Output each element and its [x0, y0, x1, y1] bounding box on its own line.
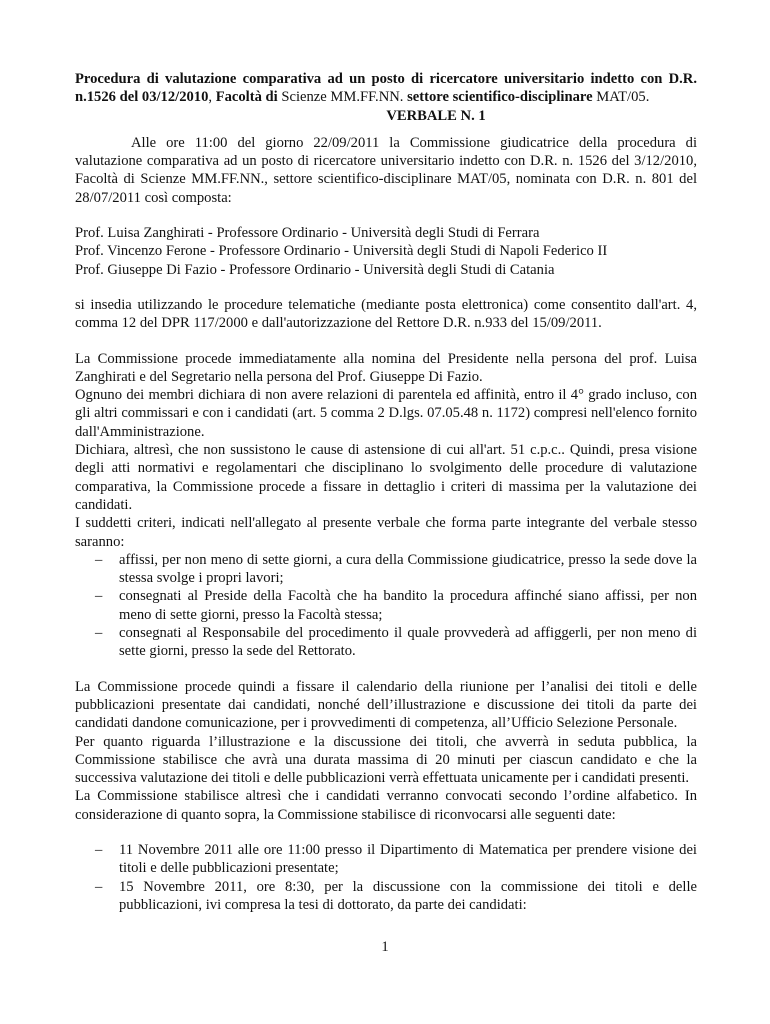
member-line: Prof. Vincenzo Ferone - Professore Ordinario - Università degli Studi di Napoli Federico II [75, 243, 608, 260]
list-item-text: consegnati al Responsabile del procedimento il quale provvederà ad affiggerli, per non meno di sette giorni, presso la sede del Rettorato. [119, 625, 697, 660]
ognuno-paragraph: Ognuno dei membri dichiara di non avere relazioni di parentela ed affinità, entro il 4° grado incluso, con gli altri commissari e con i candidati (art. 5 comma 2 D.lgs. 07.05.48 n. 1172) compresi nell'elenco fornito dall'Amministrazione. [75, 387, 697, 440]
criteri-paragraph: I suddetti criteri, indicati nell'allegato al presente verbale che forma parte integrante del verbale stesso saranno: [75, 515, 697, 550]
dash-bullet: – [95, 841, 103, 858]
spacer [75, 661, 697, 678]
list-item-text: affissi, per non meno di sette giorni, a cura della Commissione giudicatrice, presso la sede dove la stessa svolge i propri lavori; [119, 551, 697, 587]
title-bold-part-2: Facoltà di [215, 89, 278, 106]
list-item-text: consegnati al Preside della Facoltà che ha bandito la procedura affinché siano affissi, per non meno di sette giorni, presso la Facoltà stessa; [119, 588, 697, 623]
spacer [75, 333, 697, 350]
list-item [75, 551, 697, 588]
dash-bullet: – [95, 588, 103, 605]
ordine-paragraph: La Commissione stabilisce altresì che i candidati verranno convocati secondo l’ordine alfabetico. In considerazione di quanto sopra, la Commissione stabilisce di riconvocarsi alle seguenti date: [75, 788, 697, 823]
spacer [75, 125, 697, 134]
title-plain-part-2: MAT/05. [592, 89, 650, 106]
spacer [75, 824, 697, 841]
criteri-list [75, 551, 697, 661]
dash-bullet: – [95, 551, 103, 568]
nomina-paragraph: La Commissione procede immediatamente alla nomina del Presidente nella persona del prof. Luisa Zanghirati e del Segretario nella persona del Prof. Giuseppe Di Fazio. [75, 350, 697, 385]
page-number: 1 [381, 939, 389, 955]
illustrazione-paragraph: Per quanto riguarda l’illustrazione e la discussione dei titoli, che avverrà in seduta pubblica, la Commissione stabilisce che avrà una durata massima di 20 minuti per ciascun candidato e che la successiva valutazione dei titoli e delle pubblicazioni verrà effettuata unicamente per i candidati presenti. [75, 733, 697, 787]
spacer [75, 279, 697, 296]
member-line: Prof. Luisa Zanghirati - Professore Ordinario - Università degli Studi di Ferrara [75, 225, 540, 242]
list-item [75, 624, 697, 661]
list-item [75, 841, 697, 878]
document-content [75, 70, 697, 914]
title-plain-part-1: Scienze MM.FF.NN. [277, 89, 408, 106]
list-item-text: 11 Novembre 2011 alle ore 11:00 presso il Dipartimento di Matematica per prendere visione dei titoli e delle pubblicazioni presentate; [119, 841, 697, 877]
insedia-paragraph: si insedia utilizzando le procedure telematiche (mediante posta elettronica) come consentito dall'art. 4, comma 12 del DPR 117/2000 e dall'autorizzazione del Rettore D.R. n.933 del 15/09/2011. [75, 296, 697, 332]
dates-list [75, 841, 697, 914]
document-title [75, 70, 697, 107]
dichiara-paragraph: Dichiara, altresì, che non sussistono le cause di astensione di cui all'art. 51 c.p.c.. Quindi, presa visione degli atti normativi e regolamentari che disciplinano lo svolgimento delle procedure di valutazione comparativa, la Commissione procede a fissare in dettaglio i criteri di massima per la valutazione dei candidati. [75, 442, 697, 513]
dash-bullet: – [95, 878, 103, 895]
spacer [75, 207, 697, 224]
title-bold-part-1: Procedura di valutazione comparativa ad un posto di ricercatore universitario indetto con D.R. n.1526 del 03/12/2010 [75, 71, 697, 106]
title-bold-part-3: settore scientifico-disciplinare [407, 89, 593, 106]
list-item [75, 587, 697, 624]
dash-bullet: – [95, 625, 103, 642]
calendario-paragraph: La Commissione procede quindi a fissare il calendario della riunione per l’analisi dei titoli e delle pubblicazioni presentate dai candidati, nonché dell’illustrazione e discussione dei titoli da parte dei candidati dandone comunicazione, per i provvedimenti di competenza, all’Ufficio Selezione Personale. [75, 678, 697, 732]
list-item [75, 878, 697, 915]
verbale-heading: VERBALE N. 1 [386, 107, 486, 124]
member-line: Prof. Giuseppe Di Fazio - Professore Ordinario - Università degli Studi di Catania [75, 261, 555, 278]
intro-paragraph: Alle ore 11:00 del giorno 22/09/2011 la Commissione giudicatrice della procedura di valutazione comparativa ad un posto di ricercatore universitario indetto con D.R. n. 1526 del 3/12/2010, Facoltà di Scienze MM.FF.NN., settore scientifico-disciplinare MAT/05, nominata con D.R. n. 801 del 28/07/2011 così composta: [75, 134, 697, 206]
title-separator: , [208, 89, 216, 106]
list-item-text: 15 Novembre 2011, ore 8:30, per la discussione con la commissione dei titoli e delle pubblicazioni, ivi compresa la tesi di dottorato, da parte dei candidati: [119, 878, 697, 913]
